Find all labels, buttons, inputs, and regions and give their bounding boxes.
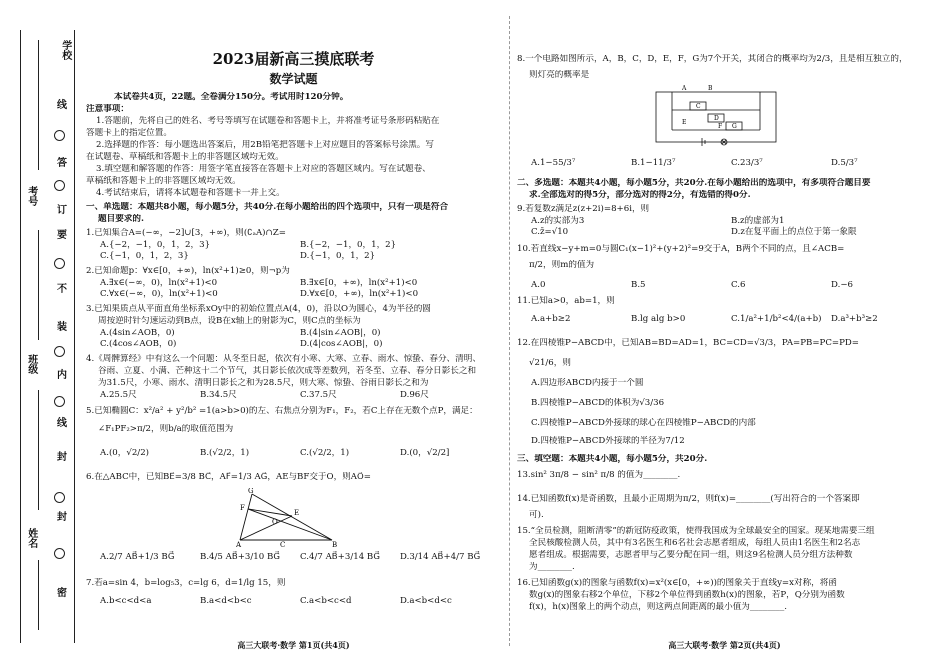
q15-line: 为________. [529, 562, 575, 572]
section1-heading: 一、单选题：本题共8小题，每小题5分，共40分.在每小题给出的四个选项中，只有一项是符合 [86, 202, 449, 212]
q8-line: 则灯亮的概率是 [529, 70, 590, 80]
note-line: 4.考试结束后，请将本试题卷和答题卡一并上交。 [96, 188, 285, 198]
q4-line: 为31.5尺，小寒、雨水、清明日影长之和为28.5尺，则大寒、惊蛰、谷雨日影长之和为 [98, 378, 429, 388]
q4-option-a[interactable]: A.25.5尺 [100, 390, 137, 400]
class-field[interactable] [38, 390, 39, 510]
q1-stem: 1.已知集合A=(−∞，−2]∪[3，+∞)，则(∁ₐA)∩Z= [86, 228, 286, 238]
q2-option-c[interactable]: C.∀x∈(−∞，0)，ln(x²+1)<0 [100, 289, 218, 299]
q3-line: 3.已知果质点从平面直角坐标系xOy中的初始位置点A(4，0)，沿以O为圆心，4为半径的圆 [86, 304, 431, 314]
q10-option-a[interactable]: A.0 [531, 280, 546, 290]
seal-circle [54, 130, 65, 141]
switch-c-label: C [696, 103, 701, 110]
section1-heading-cont: 题目要求的. [98, 214, 144, 224]
q3-option-c[interactable]: C.(4cos∠AOB，0) [100, 339, 177, 349]
q11-option-b[interactable]: B.lg alg b>0 [631, 314, 686, 324]
q3-option-b[interactable]: B.(4|sin∠AOB|，0) [300, 328, 381, 338]
switch-a-label: A [682, 85, 687, 92]
name-label: 姓名 [25, 528, 37, 548]
q7-option-b[interactable]: B.a<d<b<c [200, 596, 252, 606]
q2-stem: 2.已知命题p：∀x∈[0，+∞)，ln(x²+1)≥0，则¬p为 [86, 266, 290, 276]
q9-option-a[interactable]: A.z的实部为3 [531, 216, 585, 226]
candidate-no-field[interactable] [38, 230, 39, 340]
page-1-footer: 高三大联考·数学 第1页(共4页) [237, 640, 350, 650]
exam-info: 本试卷共4页，22题。全卷满分150分。考试用时120分钟。 [114, 92, 349, 102]
q12-option-a[interactable]: A.四边形ABCD内接于一个圆 [531, 378, 644, 388]
q2-option-d[interactable]: D.∀x∈[0，+∞)，ln(x²+1)<0 [300, 289, 419, 299]
fig6-label-b: B [332, 541, 338, 548]
section2-heading-cont: 求.全部选对的得5分，部分选对的得2分，有选错的得0分. [529, 190, 751, 200]
q3-options [100, 328, 500, 350]
q14-line: 14.已知函数f(x)是奇函数，且最小正周期为π/2，则f(x)=________(写出符合的一个答案即 [517, 494, 860, 504]
q7-options [100, 596, 500, 607]
seal-char: 装 [57, 322, 67, 333]
section3-heading: 三、填空题：本题共4小题，每小题5分，共20分. [517, 454, 708, 464]
switch-e-label: E [682, 119, 687, 126]
fig6-label-e: E [294, 509, 300, 517]
page-2-footer: 高三大联考·数学 第2页(共4页) [668, 640, 781, 650]
q12-line: 12.在四棱锥P−ABCD中，已知AB=BD=AD=1，BC=CD=√3/3，PA=PB=PC=PD= [517, 338, 859, 348]
q13-stem: 13.sin² 3π/8 − sin² π/8 的值为________. [517, 470, 681, 480]
q12-option-c[interactable]: C.四棱锥P−ABCD外接球的球心在四棱锥P−ABCD的内部 [531, 418, 756, 428]
binding-line-inner [74, 30, 75, 643]
q16-line: 16.已知函数g(x)的图象与函数f(x)=x²(x∈[0，+∞))的图象关于直线y=x对称，将函 [517, 578, 837, 588]
q1-option-c[interactable]: C.{−1，0，1，2，3} [100, 251, 189, 261]
q7-option-a[interactable]: A.b<c<d<a [100, 596, 152, 606]
q2-option-b[interactable]: B.∃x∈[0，+∞)，ln(x²+1)<0 [300, 278, 418, 288]
q9-option-c[interactable]: C.z̄=√10 [531, 227, 569, 237]
seal-char: 答 [57, 158, 67, 169]
q4-line: 谷雨、立夏、小满、芒种这十二个节气，其日影长依次成等差数列，若冬至、立春、春分日影长之和 [98, 366, 477, 376]
q15-line: 全民核酸检测人员，其中有3名医生和6名社会志愿者组成，每组人员由1名医生和2名志 [529, 538, 861, 548]
q6-options [100, 552, 500, 563]
seal-circle [54, 548, 65, 559]
seal-char: 封 [57, 452, 67, 463]
fig6-label-f: F [240, 504, 245, 512]
seal-char: 密 [57, 588, 67, 599]
q10-option-b[interactable]: B.5 [631, 280, 646, 290]
switch-g-label: G [732, 123, 737, 130]
seal-char: 订 [57, 205, 67, 216]
q1-options [100, 240, 500, 262]
q5-option-c[interactable]: C.(√2/2，1) [300, 448, 350, 458]
q4-options [100, 390, 500, 401]
q4-line: 4.《周髀算经》中有这么一个问题：从冬至日起，依次有小寒、大寒、立春、雨水、惊蛰、春分、清明、 [86, 354, 481, 364]
q4-option-c[interactable]: C.37.5尺 [300, 390, 337, 400]
q6-option-d[interactable]: D.3/14 AB⃗+4/7 BG⃗ [400, 552, 481, 562]
q5-options [100, 448, 500, 459]
note-line: 3.填空题和解答题的作答：用签字笔直接答在答题卡上对应的答题区域内。写在试题卷、 [96, 164, 431, 174]
school-field[interactable] [38, 40, 39, 170]
circuit-figure [652, 84, 782, 150]
page-2 [517, 0, 933, 659]
q10-line: π/2，则m的值为 [529, 260, 595, 270]
q6-option-a[interactable]: A.2/7 AB⃗+1/3 BG⃗ [100, 552, 175, 562]
seal-char: 要 [57, 230, 67, 241]
seal-char: 内 [57, 370, 67, 381]
note-line: 1.答题前，先将自己的姓名、考号等填写在试题卷和答题卡上，并将准考证号条形码粘贴在 [96, 116, 440, 126]
q9-stem: 9.若复数z满足z(z+2i)=8+6i，则 [517, 204, 650, 214]
q12-option-b[interactable]: B.四棱锥P−ABCD的体积为√3/36 [531, 398, 665, 408]
q1-option-b[interactable]: B.{−2，−1，0，1，2} [300, 240, 397, 250]
q3-line: 周按逆时针匀速运动到B点，设B在x轴上的射影为C，则C点的坐标为 [98, 316, 361, 326]
q14-line: 可). [529, 510, 544, 520]
switch-b-label: B [708, 85, 713, 92]
q6-option-c[interactable]: C.4/7 AB⃗+3/14 BG⃗ [300, 552, 381, 562]
fig6-label-o: O [272, 518, 278, 526]
note-line: 2.选择题的作答：每小题选出答案后，用2B铅笔把答题卡上对应题目的答案标号涂黑。写 [96, 140, 434, 150]
page-divider [509, 16, 510, 646]
name-field[interactable] [38, 560, 39, 630]
exam-title: 2023届新高三摸底联考 [212, 50, 375, 68]
seal-circle [54, 346, 65, 357]
notes-heading: 注意事项： [86, 104, 129, 114]
q5-line: 5.已知椭圆C：x²/a² + y²/b² =1(a>b>0)的左、右焦点分别为F₁，F₂，若C上存在无数个点P，满足： [86, 406, 478, 416]
q8-option-c[interactable]: C.23/3⁷ [731, 158, 763, 168]
seal-circle [54, 180, 65, 191]
seal-circle [54, 396, 65, 407]
q11-option-a[interactable]: A.a+b≥2 [531, 314, 571, 324]
seal-char: 线 [57, 418, 67, 429]
q11-option-d[interactable]: D.a³+b³≥2 [831, 314, 878, 324]
seal-char: 不 [57, 284, 67, 295]
q6-stem: 6.在△ABC中，已知BE⃗=3/8 BC⃗，AF⃗=1/3 AG⃗，AE与BF交于O，则AO⃗= [86, 472, 371, 482]
q9-options [531, 216, 931, 238]
q10-options [531, 280, 931, 291]
q5-option-b[interactable]: B.(√2/2，1) [200, 448, 250, 458]
fig6-label-a: A [236, 541, 242, 548]
q7-stem: 7.若a=sin 4，b=log₅3，c=lg 6，d=1/lg 15，则 [86, 578, 286, 588]
q6-option-b[interactable]: B.4/5 AB⃗+3/10 BG⃗ [200, 552, 281, 562]
switch-d-label: D [714, 115, 719, 122]
triangle-figure [236, 488, 346, 548]
q16-line: 数g(x)的图象右移2个单位，下移2个单位得到函数h(x)的图象，若P，Q分别为函数 [529, 590, 845, 600]
note-line: 草稿纸和答题卡上的非答题区域均无效。 [86, 176, 241, 186]
q2-option-a[interactable]: A.∃x∈(−∞，0)，ln(x²+1)<0 [100, 278, 218, 288]
q8-options [531, 158, 931, 169]
candidate-no-label: 考号 [25, 186, 37, 206]
seal-char: 封 [57, 512, 67, 523]
q5-line: ∠F₁PF₂>π/2，则b/a的取值范围为 [98, 424, 234, 434]
subject-title: 数学试题 [269, 72, 318, 86]
fig6-label-c: C [280, 541, 286, 548]
q3-option-a[interactable]: A.(4sin∠AOB，0) [100, 328, 175, 338]
q9-option-b[interactable]: B.z的虚部为1 [731, 216, 785, 226]
binding-strip [0, 0, 80, 659]
q4-option-b[interactable]: B.34.5尺 [200, 390, 237, 400]
note-line: 答题卡上的指定位置。 [86, 128, 172, 138]
q15-line: 15.“全员检测，阻断清零”的新冠防疫政策，使得我国成为全球最安全的国家。现某地需要三组 [517, 526, 875, 536]
fig6-label-g: G [248, 488, 254, 495]
q7-option-d[interactable]: D.a<b<d<c [400, 596, 452, 606]
q15-line: 愿者组成。根据需要，志愿者甲与乙要分配在同一组，则这9名检测人员分组方法种数 [529, 550, 853, 560]
q3-option-d[interactable]: D.(4|cos∠AOB|，0) [300, 339, 383, 349]
q1-option-d[interactable]: D.{−1，0，1，2} [300, 251, 376, 261]
q8-option-a[interactable]: A.1−55/3⁷ [531, 158, 576, 168]
binding-line-outer [20, 30, 21, 643]
class-label: 班级 [25, 354, 37, 374]
q9-option-d[interactable]: D.z在复平面上的点位于第一象限 [731, 227, 857, 237]
seal-circle [54, 492, 65, 503]
q8-option-b[interactable]: B.1−11/3⁷ [631, 158, 676, 168]
q2-options [100, 278, 500, 300]
q10-line: 10.若直线x−y+m=0与圆C₁(x−1)²+(y+2)²=9交于A，B两个不同的点，且∠ACB= [517, 244, 845, 254]
q12-option-d[interactable]: D.四棱锥P−ABCD外接球的半径为7/12 [531, 436, 685, 446]
note-line: 在试题卷、草稿纸和答题卡上的非答题区域均无效。 [86, 152, 284, 162]
q7-option-c[interactable]: C.a<b<c<d [300, 596, 352, 606]
q12-line: √21/6，则 [529, 358, 571, 368]
q10-option-d[interactable]: D.−6 [831, 280, 853, 290]
q8-line: 8.一个电路如图所示，A，B，C，D，E，F，G为7个开关，其闭合的概率均为2/3，且是相互独立的， [517, 54, 908, 64]
q10-option-c[interactable]: C.6 [731, 280, 746, 290]
q16-line: f(x)，h(x)图象上的两个动点，则这两点间距离的最小值为________. [529, 602, 787, 612]
q11-options [531, 314, 931, 325]
q5-option-a[interactable]: A.(0，√2/2) [100, 448, 150, 458]
q11-option-c[interactable]: C.1/a²+1/b²<4/(a+b) [731, 314, 822, 324]
section2-heading: 二、多选题：本题共4小题，每小题5分，共20分.在每小题给出的选项中，有多项符合题目要 [517, 178, 871, 188]
q11-stem: 11.已知a>0，ab=1，则 [517, 296, 615, 306]
page-1 [86, 0, 501, 659]
seal-char: 线 [57, 100, 67, 111]
q1-option-a[interactable]: A.{−2，−1，0，1，2，3} [100, 240, 211, 250]
seal-circle [54, 258, 65, 269]
switch-f-label: F [718, 123, 723, 130]
school-label: 学校 [59, 40, 71, 60]
q8-option-d[interactable]: D.5/3⁷ [831, 158, 858, 168]
q5-option-d[interactable]: D.(0，√2/2] [400, 448, 450, 458]
q4-option-d[interactable]: D.96尺 [400, 390, 429, 400]
